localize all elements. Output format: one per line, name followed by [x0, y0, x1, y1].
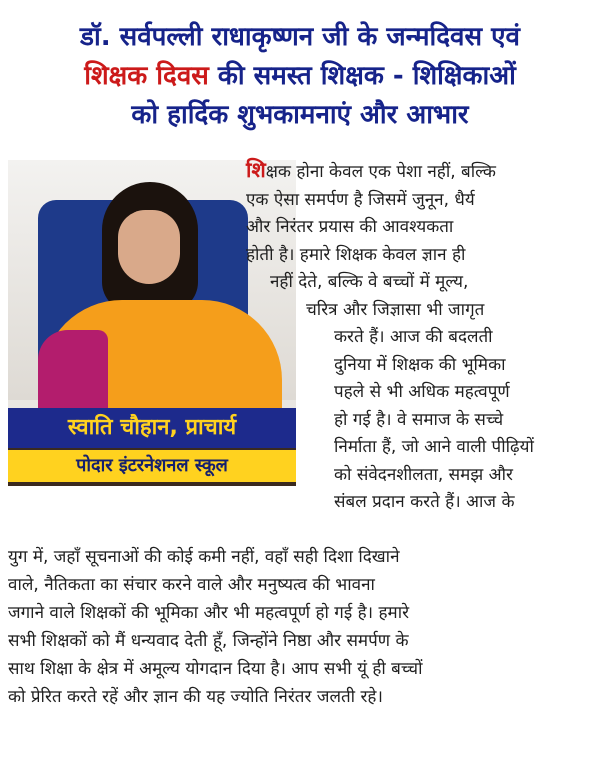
- article-dropcap: शि: [246, 158, 266, 182]
- article-line: और निरंतर प्रयास की आवश्यकता: [246, 217, 454, 237]
- article-line: वाले, नैतिकता का संचार करने वाले और मनुष्यत्व की भावना: [8, 575, 375, 595]
- article-line: को प्रेरित करते रहें और ज्ञान की यह ज्योति निरंतर जलती रहे।: [8, 687, 383, 707]
- headline-honoree: डॉ. सर्वपल्ली राधाकृष्णन जी: [80, 22, 349, 52]
- article-line: निर्माता हैं, जो आने वाली पीढ़ियों: [334, 437, 534, 457]
- article-line: संबल प्रदान करते हैं। आज के: [334, 492, 515, 512]
- article-line: को संवेदनशीलता, समझ और: [334, 464, 513, 485]
- article-line: हो गई है। वे समाज के सच्चे: [334, 409, 504, 430]
- article-line: साथ शिक्षा के क्षेत्र में अमूल्य योगदान दिया है। आप सभी यूं ही बच्चों: [8, 659, 423, 679]
- article-line: जगाने वाले शिक्षकों की भूमिका और भी महत्वपूर्ण हो गई है। हमारे: [8, 603, 410, 623]
- article-body-top: [246, 157, 586, 517]
- portrait-face: [118, 210, 180, 284]
- article-line: एक ऐसा समर्पण है जिसमें जुनून, धैर्य: [246, 189, 475, 210]
- headline-line-2-rest: की समस्त शिक्षक - शिक्षिकाओं: [208, 61, 516, 91]
- headline-teachers-day: शिक्षक दिवस: [84, 61, 209, 91]
- article-line: सभी शिक्षकों को मैं धन्यवाद देती हूँ, जिन्होंने निष्ठा और समर्पण के: [8, 631, 409, 651]
- article-line: होती है। हमारे शिक्षक केवल ज्ञान ही: [246, 244, 466, 265]
- headline-line-3: को हार्दिक शुभकामनाएं और आभार: [131, 100, 469, 130]
- name-banner: स्वाति चौहान, प्राचार्य: [8, 408, 296, 448]
- article-line: युग में, जहाँ सूचनाओं की कोई कमी नहीं, वहाँ सही दिशा दिखाने: [8, 547, 400, 567]
- school-banner: पोदार इंटरनेशनल स्कूल: [8, 450, 296, 482]
- headline: [8, 18, 592, 135]
- article-line: चरित्र और जिज्ञासा भी जागृत: [306, 299, 485, 320]
- article-body-bottom: [8, 543, 592, 711]
- headline-line-1: [8, 18, 592, 57]
- headline-line-2: [8, 57, 592, 96]
- article-line: नहीं देते, बल्कि वे बच्चों में मूल्य,: [270, 272, 469, 292]
- headline-line-1-rest: के जन्मदिवस एवं: [348, 22, 520, 52]
- article-line: करते हैं। आज की बदलती: [334, 327, 493, 347]
- article-line: दुनिया में शिक्षक की भूमिका: [334, 354, 506, 375]
- article-line-1: शिक्षक होना केवल एक पेशा नहीं, बल्कि: [246, 158, 496, 182]
- article-line: पहले से भी अधिक महत्वपूर्ण: [334, 382, 510, 402]
